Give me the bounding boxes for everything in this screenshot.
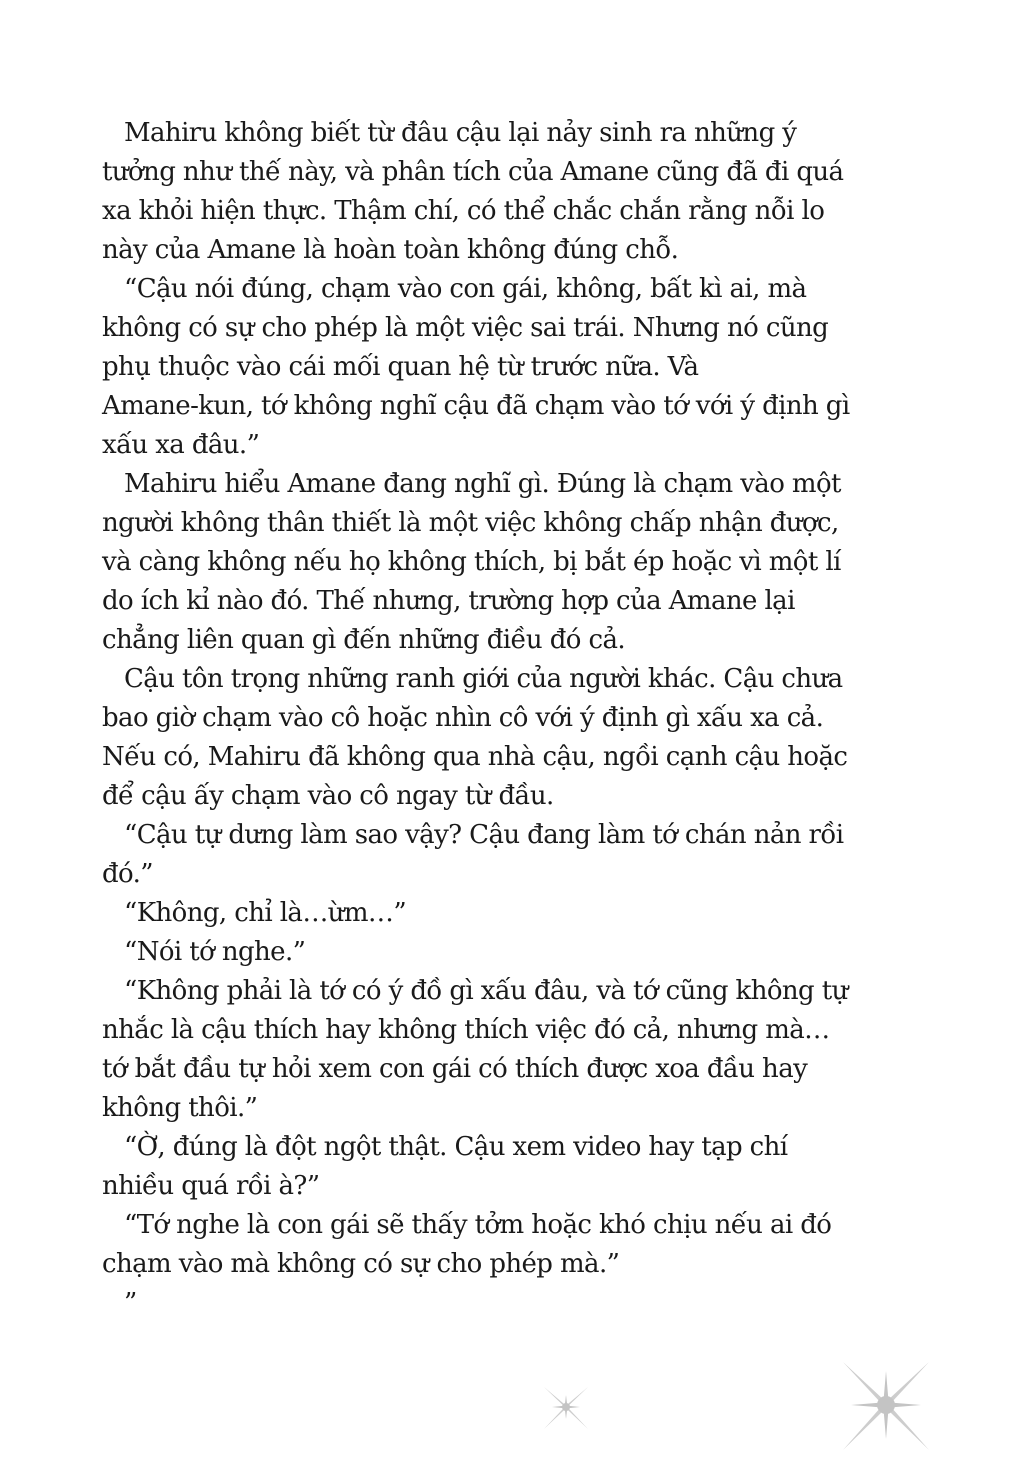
text-line: “Nói tớ nghe.” xyxy=(124,937,306,967)
text-line: ” xyxy=(124,1288,137,1318)
text-line: nhắc là cậu thích hay không thích việc đó cả, nhưng mà… xyxy=(102,1015,830,1045)
text-line: Cậu tôn trọng những ranh giới của người khác. Cậu chưa xyxy=(124,664,843,694)
text-line: Mahiru không biết từ đâu cậu lại nảy sinh ra những ý xyxy=(124,118,797,148)
text-line: chạm vào mà không có sự cho phép mà.” xyxy=(102,1249,620,1279)
text-line: do ích kỉ nào đó. Thế nhưng, trường hợp của Amane lại xyxy=(102,586,795,616)
text-line: Mahiru hiểu Amane đang nghĩ gì. Đúng là chạm vào một xyxy=(124,469,841,499)
text-line: “Không, chỉ là…ừm…” xyxy=(124,898,407,928)
text-line: người không thân thiết là một việc không chấp nhận được, xyxy=(102,508,839,538)
text-line: nhiều quá rồi à?” xyxy=(102,1171,320,1201)
text-line: tớ bắt đầu tự hỏi xem con gái có thích được xoa đầu hay xyxy=(102,1054,808,1084)
text-line: Nếu có, Mahiru đã không qua nhà cậu, ngồi cạnh cậu hoặc xyxy=(102,742,848,772)
text-line: này của Amane là hoàn toàn không đúng chỗ. xyxy=(102,235,679,265)
text-line: “Ờ, đúng là đột ngột thật. Cậu xem video hay tạp chí xyxy=(124,1132,788,1162)
sparkle-large-icon xyxy=(836,1355,936,1455)
text-line: “Tớ nghe là con gái sẽ thấy tởm hoặc khó chịu nếu ai đó xyxy=(124,1210,832,1240)
body-text xyxy=(102,114,924,1323)
text-line: “Không phải là tớ có ý đồ gì xấu đâu, và tớ cũng không tự xyxy=(124,976,848,1006)
text-line: phụ thuộc vào cái mối quan hệ từ trước nữa. Và xyxy=(102,352,699,382)
text-line: và càng không nếu họ không thích, bị bắt ép hoặc vì một lí xyxy=(102,547,841,577)
text-line: đó.” xyxy=(102,859,153,889)
text-line: xa khỏi hiện thực. Thậm chí, có thể chắc chắn rằng nỗi lo xyxy=(102,196,825,226)
text-line: “Cậu nói đúng, chạm vào con gái, không, bất kì ai, mà xyxy=(124,274,807,304)
text-line: không có sự cho phép là một việc sai trái. Nhưng nó cũng xyxy=(102,313,829,343)
sparkle-small-icon xyxy=(541,1382,591,1432)
text-line: xấu xa đâu.” xyxy=(102,430,260,460)
text-line: để cậu ấy chạm vào cô ngay từ đầu. xyxy=(102,781,554,811)
text-line: “Cậu tự dưng làm sao vậy? Cậu đang làm tớ chán nản rồi xyxy=(124,820,844,850)
text-line: chẳng liên quan gì đến những điều đó cả. xyxy=(102,625,626,655)
text-line: bao giờ chạm vào cô hoặc nhìn cô với ý định gì xấu xa cả. xyxy=(102,703,824,733)
text-line: tưởng như thế này, và phân tích của Amane cũng đã đi quá xyxy=(102,157,844,187)
text-line: Amane-kun, tớ không nghĩ cậu đã chạm vào tớ với ý định gì xyxy=(102,391,850,421)
text-line: không thôi.” xyxy=(102,1093,258,1123)
